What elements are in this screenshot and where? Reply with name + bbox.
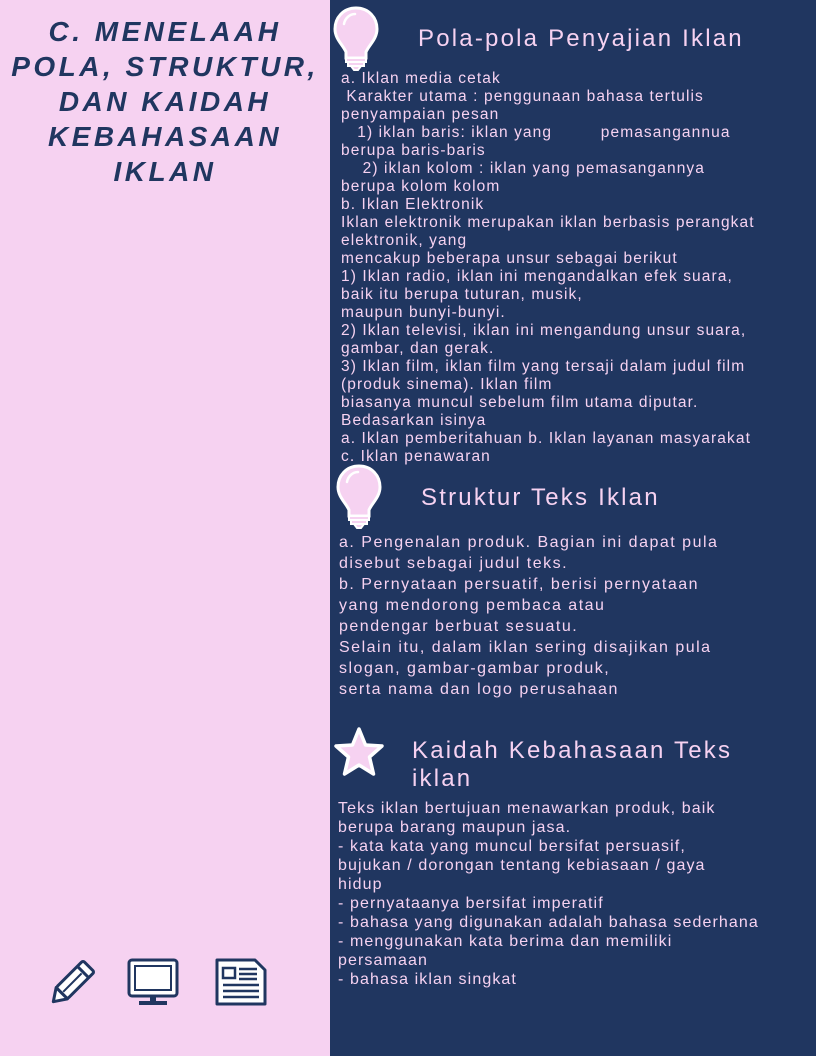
right-panel xyxy=(330,0,816,1056)
text-line: - pernyataanya bersifat imperatif xyxy=(338,895,604,912)
text-line: 1) Iklan radio, iklan ini mengandalkan efek suara, xyxy=(341,268,733,285)
text-line: pendengar berbuat sesuatu. xyxy=(339,618,579,635)
star-icon xyxy=(332,726,386,778)
text-line: gambar, dan gerak. xyxy=(341,340,495,357)
page-title-line: POLA, STRUKTUR, xyxy=(11,51,319,82)
text-line: b. Iklan Elektronik xyxy=(341,196,485,213)
section-title: Struktur Teks Iklan xyxy=(421,484,660,511)
section-title: Pola-pola Penyajian Iklan xyxy=(418,25,744,52)
text-line: berupa kolom kolom xyxy=(341,178,501,195)
text-line: berupa barang maupun jasa. xyxy=(338,819,572,836)
text-line: maupun bunyi-bunyi. xyxy=(341,304,506,321)
text-line: 2) iklan kolom : iklan yang pemasangannya xyxy=(341,160,705,177)
text-line: baik itu berupa tuturan, musik, xyxy=(341,286,583,303)
text-line: - kata kata yang muncul bersifat persuasif, xyxy=(338,838,686,855)
text-line: Selain itu, dalam iklan sering disajikan pula xyxy=(339,639,712,656)
page-title-line: KEBAHASAAN xyxy=(47,121,283,152)
text-line: elektronik, yang xyxy=(341,232,468,249)
text-line: berupa baris-baris xyxy=(341,142,486,159)
text-line: a. Iklan pemberitahuan b. Iklan layanan masyarakat xyxy=(341,430,751,447)
text-line: 3) Iklan film, iklan film yang tersaji dalam judul film xyxy=(341,358,746,375)
newspaper-icon xyxy=(215,958,267,1006)
text-line: bujukan / dorongan tentang kebiasaan / gaya xyxy=(338,857,706,874)
text-line: - bahasa yang digunakan adalah bahasa sederhana xyxy=(338,914,759,931)
text-line: a. Pengenalan produk. Bagian ini dapat pula xyxy=(339,534,719,551)
text-line: 1) iklan baris: iklan yang pemasangannua xyxy=(341,124,731,141)
pencil-icon xyxy=(44,957,98,1011)
text-line: serta nama dan logo perusahaan xyxy=(339,681,619,698)
text-line: Iklan elektronik merupakan iklan berbasis perangkat xyxy=(341,214,755,231)
page-title-line: IKLAN xyxy=(113,156,217,187)
section-body xyxy=(338,799,759,989)
lightbulb-icon xyxy=(335,464,383,530)
text-line: b. Pernyataan persuatif, berisi pernyataan xyxy=(339,576,700,593)
left-panel xyxy=(0,0,330,1056)
text-line: biasanya muncul sebelum film utama diputar. xyxy=(341,394,699,411)
text-line: 2) Iklan televisi, iklan ini mengandung unsur suara, xyxy=(341,322,747,339)
page-title-line: DAN KAIDAH xyxy=(58,86,272,117)
text-line: slogan, gambar-gambar produk, xyxy=(339,660,611,677)
text-line: - bahasa iklan singkat xyxy=(338,971,517,988)
text-line: penyampaian pesan xyxy=(341,106,500,123)
text-line: persamaan xyxy=(338,952,428,969)
section-title xyxy=(412,737,732,793)
section-title-line: iklan xyxy=(412,765,473,792)
text-line: hidup xyxy=(338,876,383,893)
text-line: Teks iklan bertujuan menawarkan produk, baik xyxy=(338,800,716,817)
section-title-line: Kaidah Kebahasaan Teks xyxy=(412,737,733,764)
text-line: c. Iklan penawaran xyxy=(341,448,491,465)
text-line: - menggunakan kata berima dan memiliki xyxy=(338,933,673,950)
lightbulb-icon xyxy=(332,6,380,72)
text-line: a. Iklan media cetak xyxy=(341,70,501,87)
text-line: Bedasarkan isinya xyxy=(341,412,487,429)
text-line: Karakter utama : penggunaan bahasa tertulis xyxy=(341,88,704,105)
text-line: mencakup beberapa unsur sebagai berikut xyxy=(341,250,678,267)
text-line: yang mendorong pembaca atau xyxy=(339,597,606,614)
text-line: (produk sinema). Iklan film xyxy=(341,376,553,393)
text-line: disebut sebagai judul teks. xyxy=(339,555,569,572)
section-body xyxy=(339,532,718,700)
page-title xyxy=(0,14,330,189)
section-body xyxy=(341,70,755,466)
page-title-line: C. MENELAAH xyxy=(48,16,282,47)
monitor-icon xyxy=(127,958,179,1006)
